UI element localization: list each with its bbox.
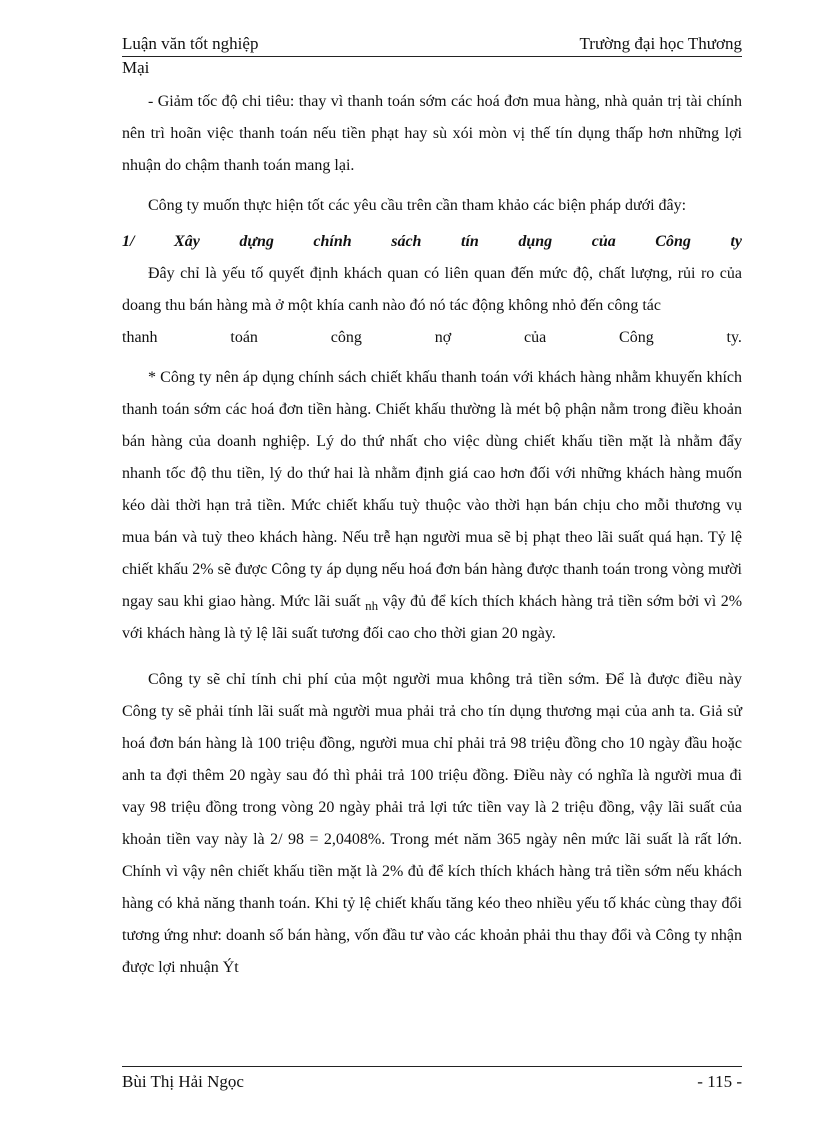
spread-word: toán: [230, 329, 258, 346]
heading-word: tín: [461, 233, 479, 250]
page-body: [122, 86, 742, 984]
paragraph-4-tail-end: vậy đủ để kích thích khách hàng trả tiền sớm bởi vì 2% với khách hàng là tỷ lệ lãi suất tương đối cao cho thời gian 20 ngày.: [122, 593, 743, 642]
heading-word: Công: [655, 233, 691, 250]
subscript-fragment: nh: [365, 598, 379, 613]
spread-word: của: [523, 329, 547, 346]
spread-word: Công: [619, 329, 654, 346]
paragraph-4: [122, 362, 742, 650]
footer-divider: [122, 1066, 742, 1067]
heading-word: sách: [391, 233, 422, 250]
paragraph-5: Công ty sẽ chỉ tính chi phí của một người mua không trả tiền sớm. Để là được điều này Công ty sẽ phải tính lãi suất mà người mua phải trả cho tín dụng thương mại của anh ta. Giả sử hoá đơn bán hàng là 100 triệu đồng, người mua chỉ phải trả 98 triệu đồng cho 10 ngày đầu hoặc anh ta đợi thêm 20 ngày sau đó thì phải trả 100 triệu đồng. Điều này có nghĩa là người mua đi vay 98 triệu đồng trong vòng 20 ngày phải trả lợi tức tiền vay là 2 triệu đồng, vậy lãi suất của khoản tiền vay này là 2/ 98 = 2,0408%. Trong mét năm 365 ngày nên mức lãi suất là rất lớn. Chính vì vậy nên chiết khấu tiền mặt là 2% đủ để kích thích khách hàng trả tiền sớm nếu khách hàng có khả năng thanh toán. Khi tỷ lệ chiết khấu tăng kéo theo nhiều yếu tố khác cùng thay đổi tương ứng như: doanh số bán hàng, vốn đầu tư vào các khoản phải thu thay đổi và Công ty nhận được lợi nhuận Ýt: [122, 671, 742, 976]
heading-word: của: [591, 233, 616, 250]
footer-author: Bùi Thị Hải Ngọc: [122, 1072, 244, 1091]
heading-word: dụng: [518, 233, 553, 250]
header-right-title-continued: Mại: [122, 58, 150, 77]
paragraph-3-last-line: [122, 322, 742, 354]
heading-word: ty: [730, 233, 742, 250]
paragraph-1: - Giảm tốc độ chi tiêu: thay vì thanh toán sớm các hoá đơn mua hàng, nhà quản trị tài chính nên trì hoãn việc thanh toán nếu tiền phạt hay sù xói mòn vị thế tín dụng thấp hơn những lợi nhuận do chậm thanh toán mang lại.: [122, 93, 742, 174]
paragraph-3: Đây chỉ là yếu tố quyết định khách quan có liên quan đến mức độ, chất lượng, rủi ro của doang thu bán hàng mà ở một khía canh nào đó nó tác động không nhỏ đến công tác: [122, 265, 742, 314]
section-heading: [122, 226, 742, 258]
spread-word: nợ: [434, 329, 452, 346]
paragraph-2: Công ty muốn thực hiện tốt các yêu cầu trên cần tham khảo các biện pháp dưới đây:: [148, 197, 687, 214]
header-right-title: Trường đại học Thương: [579, 34, 742, 53]
paragraph-4-body: * Công ty nên áp dụng chính sách chiết khấu thanh toán với khách hàng nhằm khuyến khích thanh toán sớm các hoá đơn tiền hàng. Chiết khấu thường là mét bộ phận nằm trong điều khoản bán hàng của doanh nghiệp. Lý do thứ nhất cho việc dùng chiết khấu tiền mặt là nhằm đẩy nhanh tốc độ thu tiền, lý do thứ hai là nhằm định giá cao hơn đối với những khách hàng muốn kéo dài thời hạn trả tiền. Mức chiết khấu tuỳ thuộc vào thời hạn bán chịu cho mỗi thương vụ mua bán và tuỳ theo khách hàng. Nếu trễ hạn người mua sẽ bị phạt theo lãi suất quá hạn. Tỷ lệ chiết khấu 2% sẽ được Công ty áp dụng nếu hoá đơn bán hàng được thanh toán trong vòng mười ngay sau khi giao hàng.: [122, 369, 742, 610]
heading-word: chính: [313, 233, 352, 250]
paragraph-4-tail-start: Mức lãi suất: [279, 593, 366, 610]
heading-word: 1/: [122, 233, 135, 250]
heading-word: dựng: [239, 233, 274, 250]
page-number: - 115 -: [697, 1072, 742, 1091]
header-left-title: Luận văn tốt nghiệp: [122, 34, 259, 53]
heading-word: Xây: [174, 233, 200, 250]
page-header: [122, 34, 742, 57]
spread-word: thanh: [122, 329, 158, 346]
spread-word: công: [330, 329, 362, 346]
spread-word: ty.: [726, 329, 742, 346]
